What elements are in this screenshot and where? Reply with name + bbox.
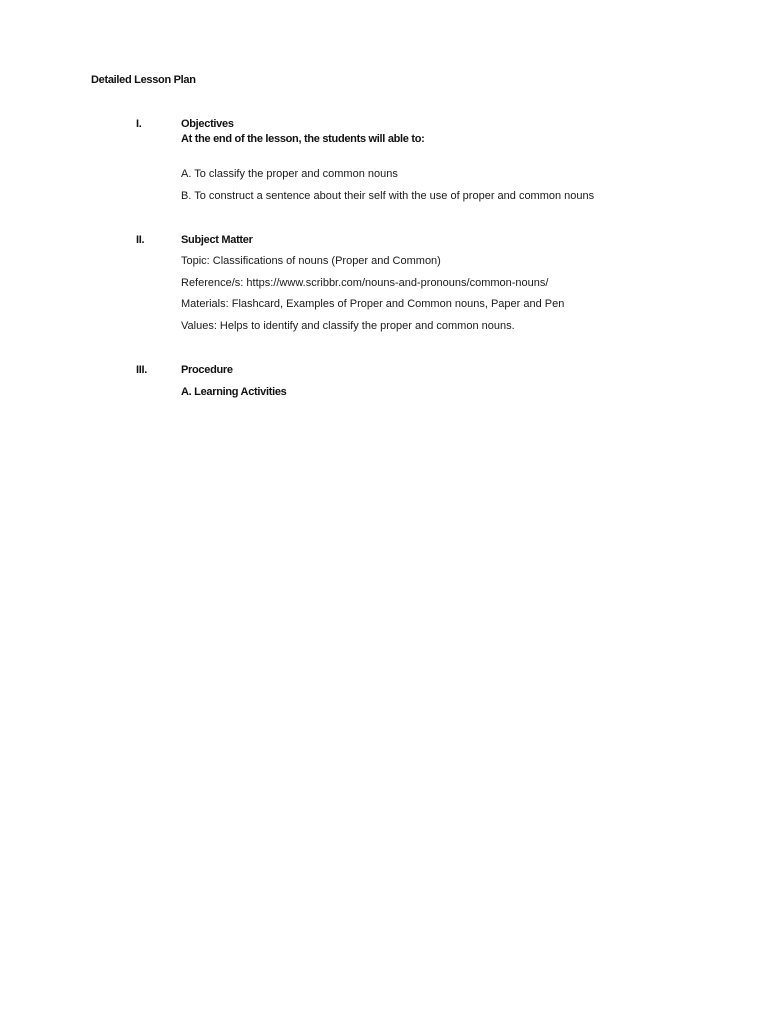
section-heading-procedure: Procedure — [181, 364, 233, 376]
procedure-subheading: A. Learning Activities — [181, 386, 287, 398]
section-heading-objectives: Objectives — [181, 118, 234, 130]
objective-item-b: B. To construct a sentence about their self with the use of proper and common nouns — [181, 190, 595, 202]
subject-topic: Topic: Classifications of nouns (Proper and Common) — [181, 255, 441, 267]
document-title: Detailed Lesson Plan — [91, 74, 196, 86]
objective-item-a: A. To classify the proper and common nouns — [181, 168, 398, 180]
section-numeral-subject-matter: II. — [136, 234, 145, 246]
section-heading-subject-matter: Subject Matter — [181, 234, 253, 246]
subject-materials: Materials: Flashcard, Examples of Proper and Common nouns, Paper and Pen — [181, 298, 565, 310]
subject-values: Values: Helps to identify and classify the proper and common nouns. — [181, 320, 515, 332]
subject-reference: Reference/s: https://www.scribbr.com/nouns-and-pronouns/common-nouns/ — [181, 277, 549, 289]
section-numeral-procedure: III. — [136, 364, 148, 376]
objectives-subheading: At the end of the lesson, the students will able to: — [181, 133, 425, 145]
section-numeral-objectives: I. — [136, 118, 142, 130]
